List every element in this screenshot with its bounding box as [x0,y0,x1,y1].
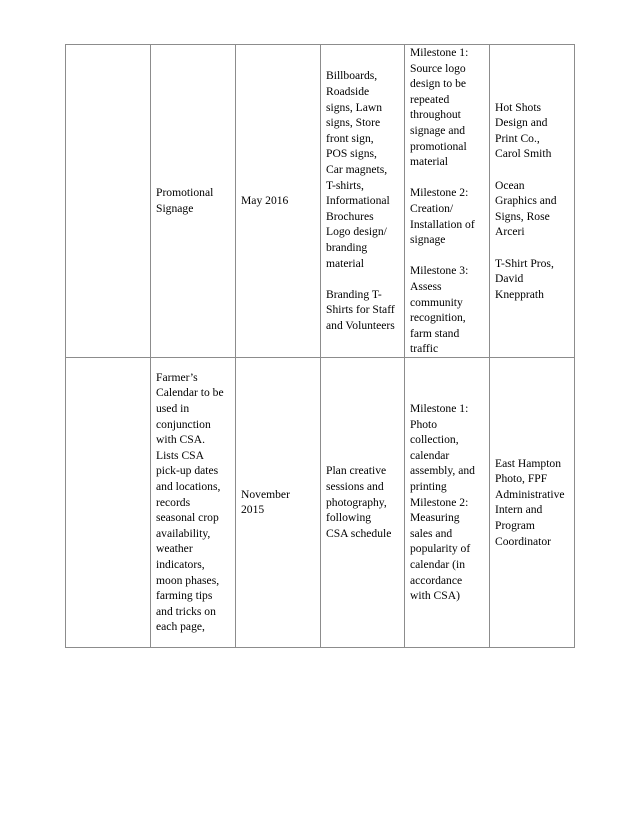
partners-cell: East Hampton Photo, FPF Administrative Intern and Program Coordinator [490,357,575,647]
date-cell: May 2016 [236,45,321,358]
date-cell: November 2015 [236,357,321,647]
description-cell: Promotional Signage [151,45,236,358]
milestones-cell: Milestone 1: Photo collection, calendar assembly, and printing Milestone 2: Measuring sales and popularity of calendar (in accordance with CSA) [405,357,490,647]
row-number-cell [66,45,151,358]
description-cell: Farmer’s Calendar to be used in conjunction with CSA. Lists CSA pick-up dates and locations, records seasonal crop availability, weather indicators, moon phases, farming tips and tricks on each page, [151,357,236,647]
project-plan-table [65,44,575,648]
table-row [66,357,575,647]
milestones-cell: Milestone 1: Source logo design to be repeated throughout signage and promotional material Milestone 2: Creation/ Installation of signage Milestone 3: Assess community recognition, farm stand traffic [405,45,490,358]
materials-cell: Plan creative sessions and photography, following CSA schedule [321,357,405,647]
materials-cell: Billboards, Roadside signs, Lawn signs, Store front sign, POS signs, Car magnets, T-shirts, Informational Brochures Logo design/ branding material Branding T- Shirts for Staff and Volunteers [321,45,405,358]
row-number-cell [66,357,151,647]
table-row [66,45,575,358]
partners-cell: Hot Shots Design and Print Co., Carol Smith Ocean Graphics and Signs, Rose Arceri T-Shirt Pros, David Knepprath [490,45,575,358]
